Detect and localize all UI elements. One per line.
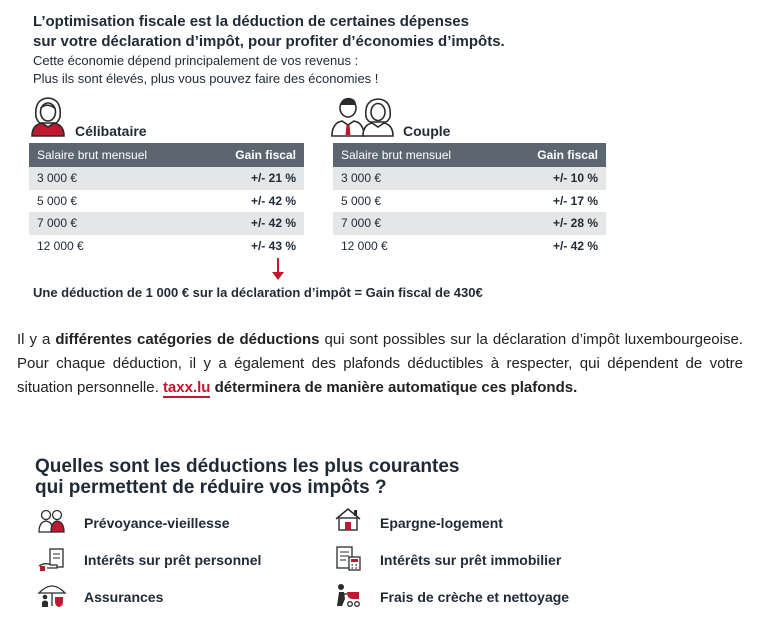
table-row <box>333 212 606 235</box>
stroller-icon <box>333 582 363 608</box>
couple-icon <box>330 93 398 137</box>
salary-header: Salaire brut mensuel <box>333 143 503 167</box>
table-row <box>29 190 304 213</box>
umbrella-family-icon <box>37 582 67 608</box>
salary-cell: 5 000 € <box>333 190 503 213</box>
infographic-subtitle <box>33 52 733 88</box>
gain-cell: +/- 42 % <box>200 212 304 235</box>
gain-cell: +/- 42 % <box>503 235 606 258</box>
title-line-1: L’optimisation fiscale est la déduction de certaines dépenses <box>33 13 469 30</box>
salary-cell: 12 000 € <box>333 235 503 258</box>
paragraph-bold-1: différentes catégories de déductions <box>55 331 320 348</box>
info-paragraph <box>17 328 743 400</box>
salary-cell: 5 000 € <box>29 190 200 213</box>
deduction-item: Intérêts sur prêt personnel <box>84 552 262 568</box>
gain-cell: +/- 10 % <box>503 167 606 190</box>
table-row <box>333 235 606 258</box>
elderly-couple-icon <box>37 508 67 534</box>
salary-cell: 7 000 € <box>29 212 200 235</box>
infographic-title <box>33 12 733 52</box>
table-row <box>29 167 304 190</box>
paragraph-text-2: qui sont possibles sur la déclaration d’impôt luxembourgeoise. Pour chaque déduction, il y a également des plafonds déductibles à respecter, qui dépendent de votre situation personnelle. <box>17 331 743 396</box>
paragraph-text-1: Il y a <box>17 331 56 348</box>
deduction-item: Intérêts sur prêt immobilier <box>380 552 562 568</box>
table-row <box>29 235 304 258</box>
salary-cell: 7 000 € <box>333 212 503 235</box>
salary-cell: 12 000 € <box>29 235 200 258</box>
taxx-link[interactable]: taxx.lu <box>162 379 211 396</box>
arrow-head-icon <box>272 272 284 280</box>
table-header-row <box>333 143 606 167</box>
deduction-example: Une déduction de 1 000 € sur la déclaration d’impôt = Gain fiscal de 430€ <box>33 285 483 300</box>
table-row <box>333 167 606 190</box>
gain-header: Gain fiscal <box>200 143 304 167</box>
gain-header: Gain fiscal <box>503 143 606 167</box>
single-table <box>29 143 304 257</box>
deduction-item: Prévoyance-vieillesse <box>84 515 230 531</box>
gain-cell: +/- 28 % <box>503 212 606 235</box>
deduction-item: Epargne-logement <box>380 515 503 531</box>
table-row <box>333 190 606 213</box>
salary-cell: 3 000 € <box>333 167 503 190</box>
deductions-title-line-2: qui permettent de réduire vos impôts ? <box>35 477 387 498</box>
deduction-item: Assurances <box>84 589 164 605</box>
deductions-title-line-1: Quelles sont les déductions les plus courantes <box>35 456 460 477</box>
table-header-row <box>29 143 304 167</box>
title-line-2: sur votre déclaration d’impôt, pour profiter d’économies d’impôts. <box>33 33 505 50</box>
paragraph-bold-2: déterminera de manière automatique ces plafonds. <box>210 379 578 396</box>
subtitle-line-2: Plus ils sont élevés, plus vous pouvez faire des économies ! <box>33 71 379 86</box>
salary-header: Salaire brut mensuel <box>29 143 200 167</box>
document-calculator-icon <box>333 545 363 571</box>
woman-icon <box>28 93 68 137</box>
gain-cell: +/- 17 % <box>503 190 606 213</box>
couple-table <box>333 143 606 257</box>
couple-label: Couple <box>403 123 451 139</box>
money-hand-icon <box>37 546 67 572</box>
gain-cell: +/- 21 % <box>200 167 304 190</box>
gain-cell: +/- 43 % <box>200 235 304 258</box>
single-label: Célibataire <box>75 123 147 139</box>
house-icon <box>333 506 363 532</box>
table-row <box>29 212 304 235</box>
salary-cell: 3 000 € <box>29 167 200 190</box>
gain-cell: +/- 42 % <box>200 190 304 213</box>
deductions-title <box>35 456 495 498</box>
subtitle-line-1: Cette économie dépend principalement de vos revenus : <box>33 53 359 68</box>
deduction-item: Frais de crèche et nettoyage <box>380 589 570 605</box>
